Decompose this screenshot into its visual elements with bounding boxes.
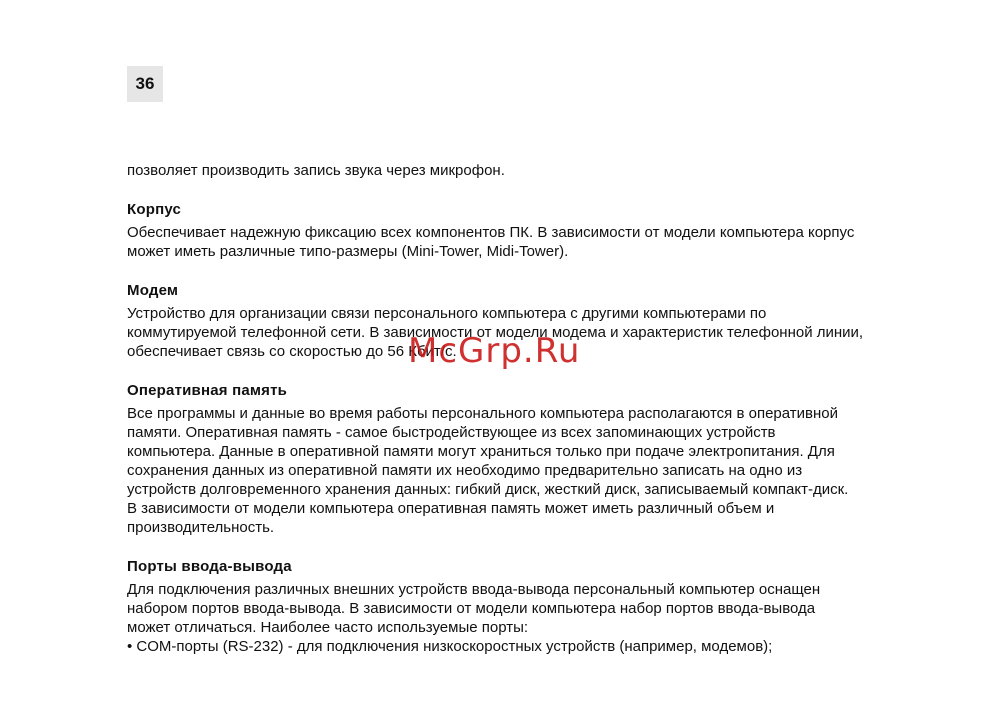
- section-text: Все программы и данные во время работы персонального компьютера располагаются в оперативной памяти. Оперативная память - самое быстродействующее из всех запоминающих устройств компьютера. Данные в оперативной памяти могут храниться только при подаче электропитания. Для сохранения данных из оперативной памяти их необходимо предварительно записать на одно из устройств долговременного хранения данных: гибкий диск, жесткий диск, записываемый компакт-диск. В зависимости от модели компьютера оперативная память может иметь различный объем и производительность.: [127, 405, 849, 536]
- section-text: Для подключения различных внешних устройств ввода-вывода персональный компьютер оснащен набором портов ввода-вывода. В зависимости от модели компьютера набор портов ввода-вывода может отличаться. Наиболее часто используемые порты: • COM-порты (RS-232) - для подключения низкоскоростных устройств (например, модемов);: [127, 581, 821, 655]
- watermark: McGrp.Ru: [408, 331, 581, 371]
- section-heading: Оперативная память: [127, 382, 288, 399]
- page-number: 36: [127, 66, 163, 102]
- section-text: Устройство для организации связи персонального компьютера с другими компьютерами по коммутируемой телефонной сети. В зависимости от модели модема и характеристик телефонной линии, обеспечивает связь со скоростью до 56 Кбит/с.: [127, 305, 864, 360]
- section-ram: [127, 381, 927, 537]
- section-text: Обеспечивает надежную фиксацию всех компонентов ПК. В зависимости от модели компьютера корпус может иметь различные типо-размеры (Mini-Tower, Midi-Tower).: [127, 224, 855, 260]
- section-modem: [127, 281, 927, 361]
- intro-paragraph: позволяет производить запись звука через микрофон.: [127, 162, 505, 179]
- section-io-ports: [127, 557, 927, 656]
- document-body: [127, 160, 927, 656]
- section-case: [127, 200, 927, 261]
- section-heading: Модем: [127, 282, 179, 299]
- section-heading: Порты ввода-вывода: [127, 558, 292, 575]
- section-heading: Корпус: [127, 201, 182, 218]
